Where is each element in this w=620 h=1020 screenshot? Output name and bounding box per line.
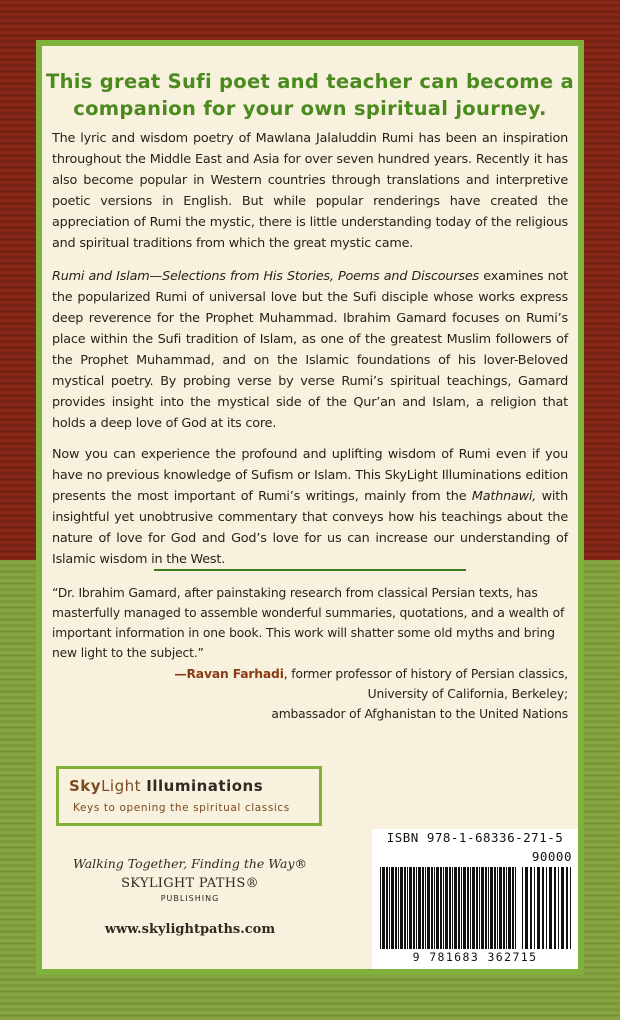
barcode-bar	[443, 867, 444, 949]
divider-rule	[154, 569, 466, 571]
mathnawi-title: Mathnawi,	[471, 489, 537, 504]
barcode-bar	[470, 867, 471, 949]
barcode-bar	[391, 867, 394, 949]
barcode-bars-main	[380, 867, 516, 949]
barcode-bar	[449, 867, 451, 949]
barcode-bar	[549, 867, 552, 949]
barcode-bar	[425, 867, 426, 949]
barcode-bar	[488, 867, 489, 949]
barcode-bar	[497, 867, 498, 949]
barcode-bar	[413, 867, 415, 949]
barcode-bar	[494, 867, 496, 949]
barcode-bar	[490, 867, 493, 949]
barcode-bar	[427, 867, 430, 949]
barcode-bar	[570, 867, 571, 949]
back-cover-panel	[36, 40, 584, 975]
barcode-bar	[452, 867, 453, 949]
publisher-url[interactable]: www.skylightpaths.com	[104, 922, 276, 937]
barcode-bar	[542, 867, 544, 949]
barcode-bar	[445, 867, 448, 949]
barcode-bar	[422, 867, 424, 949]
barcode-bar	[440, 867, 442, 949]
barcode-number: 9 781683 362715	[412, 950, 538, 964]
barcode-bar	[467, 867, 469, 949]
barcode-bar	[416, 867, 417, 949]
barcode-bar	[472, 867, 475, 949]
barcode-bar	[434, 867, 435, 949]
barcode-bar	[386, 867, 388, 949]
publisher-tagline: Walking Together, Finding the Way®	[72, 856, 308, 871]
series-logo-box	[56, 766, 322, 826]
barcode-bar	[506, 867, 507, 949]
publisher-logo: SKYLIGHT PATHS®	[121, 876, 259, 891]
barcode-bar	[508, 867, 511, 949]
barcode-bar	[454, 867, 457, 949]
price-code: 90000	[531, 849, 572, 864]
barcode-bar	[380, 867, 381, 949]
barcode-bar	[566, 867, 568, 949]
description-paragraph-2: Rumi and Islam—Selections from His Stories, Poems and Discourses examines not the popularized Rumi of universal love but the Sufi disciple whose works express deep reverence for the Prophet Muhammad. Ibrahim Gamard focuses on Rumi’s place within the Sufi tradition of Islam, as one of the greatest Muslim followers of the Prophet Muhammad, and on the Islamic foundations of his lover-Beloved mystical poetry. By probing verse by verse Rumi’s spiritual teachings, Gamard provides insight into the mystical side of the Qur’an and Islam, a religion that holds a deep love of God at its core.	[52, 269, 568, 431]
attribution-line-2: University of California, Berkeley;	[367, 687, 568, 701]
barcode-bar	[515, 867, 516, 949]
series-subtitle: Keys to opening the spiritual classics	[73, 802, 290, 814]
isbn-barcode	[372, 829, 578, 969]
barcode-bar	[522, 867, 523, 949]
barcode-bar	[463, 867, 466, 949]
barcode-bar	[512, 867, 514, 949]
endorsement-quote: “Dr. Ibrahim Gamard, after painstaking research from classical Persian texts, has masterfully managed to assemble wonderful summaries, quotations, and a wealth of important information in one book. This work will shatter some old myths and bring new light to the subject.”	[52, 586, 565, 660]
barcode-bar	[395, 867, 397, 949]
barcode-bar	[418, 867, 421, 949]
description-paragraph-1: The lyric and wisdom poetry of Mawlana Jalaluddin Rumi has been an inspiration throughout the Middle East and Asia for over seven hundred years. Recently it has also become popular in Western countries through translations and interpretive poetic versions in English. But while popular renderings have created the appreciation of Rumi the mystic, there is little understanding today of the religious and spiritual traditions from which the great mystic came.	[52, 131, 568, 251]
barcode-bar	[530, 867, 532, 949]
barcode-bar	[499, 867, 502, 949]
barcode-bar	[458, 867, 460, 949]
barcode-bar	[558, 867, 559, 949]
barcode-bar	[534, 867, 535, 949]
series-title: SkyLight Illuminations	[69, 777, 264, 795]
barcode-bar	[561, 867, 564, 949]
barcode-bar	[400, 867, 403, 949]
barcode-bar	[503, 867, 505, 949]
headline-line-2: companion for your own spiritual journey.	[73, 97, 547, 120]
endorser-name: Ravan Farhadi	[186, 667, 284, 681]
barcode-bar	[398, 867, 399, 949]
book-title: Rumi and Islam—Selections from His Stories, Poems and Discourses	[52, 269, 480, 284]
barcode-bar	[404, 867, 406, 949]
barcode-bar	[407, 867, 408, 949]
barcode-bar	[431, 867, 433, 949]
publisher-logo-sub: PUBLISHING	[160, 894, 220, 903]
barcode-bar	[554, 867, 556, 949]
attribution-line-3: ambassador of Afghanistan to the United Nations	[271, 707, 568, 721]
barcode-bar	[382, 867, 385, 949]
barcode-bar	[525, 867, 528, 949]
barcode-bar	[436, 867, 439, 949]
headline	[42, 68, 578, 122]
barcode-bar	[481, 867, 484, 949]
barcode-bar	[546, 867, 547, 949]
headline-line-1: This great Sufi poet and teacher can become a	[46, 70, 574, 93]
endorsement-attribution	[52, 664, 568, 724]
attribution-line-1: —Ravan Farhadi, former professor of history of Persian classics,	[174, 667, 568, 681]
barcode-bar	[476, 867, 478, 949]
isbn-label: ISBN 978-1-68336-271-5	[386, 830, 564, 845]
barcode-bar	[479, 867, 480, 949]
barcode-bar	[461, 867, 462, 949]
barcode-bar	[485, 867, 487, 949]
description-paragraph-3: Now you can experience the profound and uplifting wisdom of Rumi even if you have no previous knowledge of Sufism or Islam. This SkyLight Illuminations edition presents the most important of Rumi’s writings, mainly from the Mathnawi, with insightful yet unobtrusive commentary that conveys how his teachings about the nature of love for God and God’s love for us can increase our understanding of Islamic wisdom in the West.	[52, 447, 569, 567]
barcode-bar	[389, 867, 390, 949]
barcode-bar	[537, 867, 540, 949]
barcode-bars-addon	[522, 867, 572, 949]
barcode-bar	[409, 867, 412, 949]
